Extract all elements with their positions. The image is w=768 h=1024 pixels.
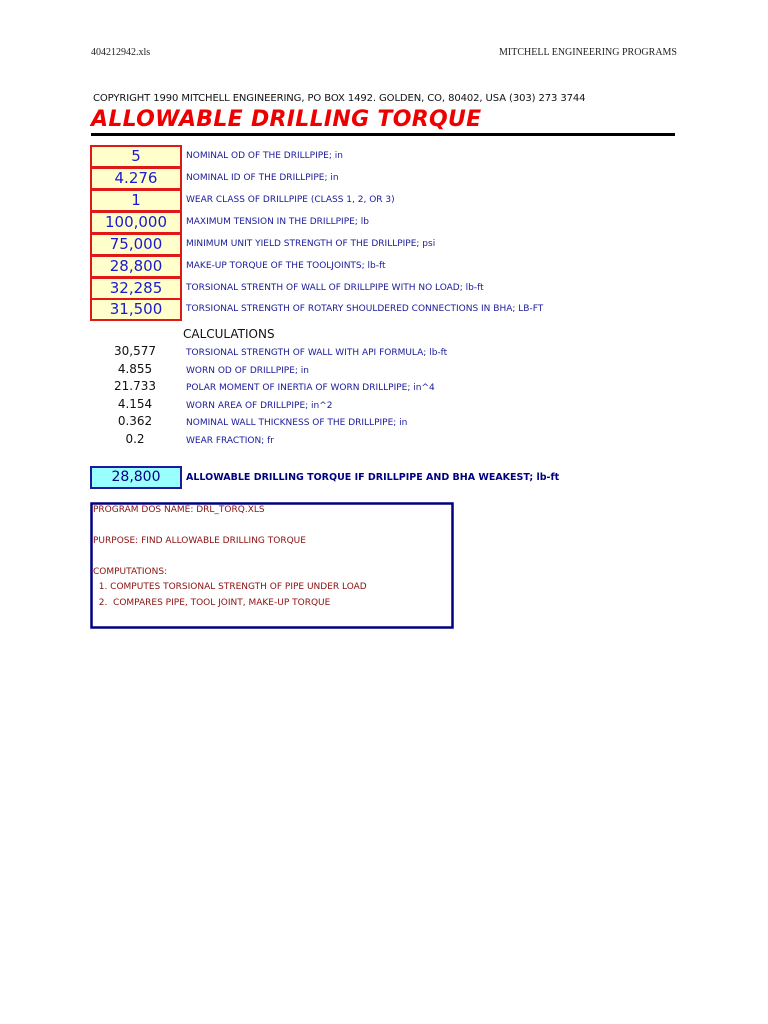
calc-row-polar-moment: [90, 379, 690, 397]
calculations-header: CALCULATIONS: [183, 327, 275, 341]
input-row-makeup-torque: [90, 255, 690, 277]
input-max-tension-cell[interactable]: 100,000: [90, 211, 182, 234]
input-row-max-tension: [90, 211, 690, 233]
input-row-id: [90, 167, 690, 189]
calc-row-worn-area: [90, 397, 690, 415]
input-id-label: NOMINAL ID OF THE DRILLPIPE; in: [186, 173, 339, 183]
calc-polar-moment-value: 21.733: [114, 379, 156, 393]
input-torsional-no-load-label: TORSIONAL STRENTH OF WALL OF DRILLPIPE WITH NO LOAD; lb-ft: [186, 283, 484, 293]
file-name: 404212942.xls: [91, 47, 151, 58]
input-yield-strength-cell[interactable]: 75,000: [90, 233, 182, 256]
input-bha-connection-cell[interactable]: 31,500: [90, 298, 182, 321]
input-id-cell[interactable]: 4.276: [90, 167, 182, 190]
input-wear-class-label: WEAR CLASS OF DRILLPIPE (CLASS 1, 2, OR 3): [186, 195, 395, 205]
input-row-torsional-no-load: [90, 277, 690, 299]
input-od-label: NOMINAL OD OF THE DRILLPIPE; in: [186, 151, 343, 161]
publisher-header: MITCHELL ENGINEERING PROGRAMS: [499, 47, 677, 58]
calc-api-torsional-label: TORSIONAL STRENGTH OF WALL WITH API FORMULA; lb-ft: [186, 348, 448, 358]
input-bha-connection-label: TORSIONAL STRENGTH OF ROTARY SHOULDERED CONNECTIONS IN BHA; LB-FT: [186, 304, 544, 314]
input-row-od: [90, 145, 690, 167]
calc-wall-thickness-value: 0.362: [117, 414, 153, 428]
calc-row-api-torsional: [90, 344, 690, 362]
calc-worn-od-label: WORN OD OF DRILLPIPE; in: [186, 366, 309, 376]
calc-api-torsional-value: 30,577: [114, 344, 156, 358]
note-computation-item-2: 2. COMPARES PIPE, TOOL JOINT, MAKE-UP TORQUE: [93, 598, 331, 608]
notes-box: [90, 502, 454, 629]
note-computation-item-1: 1. COMPUTES TORSIONAL STRENGTH OF PIPE UNDER LOAD: [93, 582, 367, 592]
input-od-cell[interactable]: 5: [90, 145, 182, 168]
calc-row-wear-fraction: [90, 432, 690, 450]
page-title: ALLOWABLE DRILLING TORQUE: [91, 107, 482, 132]
input-yield-strength-label: MINIMUM UNIT YIELD STRENGTH OF THE DRILLPIPE; psi: [186, 239, 436, 249]
input-row-bha-connection: [90, 298, 690, 320]
calc-wear-fraction-value: 0.2: [125, 432, 145, 446]
calc-polar-moment-label: POLAR MOMENT OF INERTIA OF WORN DRILLPIPE; in^4: [186, 383, 435, 393]
calc-wear-fraction-label: WEAR FRACTION; fr: [186, 436, 274, 446]
calc-row-worn-od: [90, 362, 690, 380]
input-max-tension-label: MAXIMUM TENSION IN THE DRILLPIPE; lb: [186, 217, 369, 227]
calc-worn-area-value: 4.154: [117, 397, 153, 411]
input-row-yield-strength: [90, 233, 690, 255]
title-underline: [91, 133, 675, 137]
input-makeup-torque-cell[interactable]: 28,800: [90, 255, 182, 278]
input-wear-class-cell[interactable]: 1: [90, 189, 182, 212]
note-purpose: PURPOSE: FIND ALLOWABLE DRILLING TORQUE: [93, 536, 306, 546]
result-value-cell[interactable]: 28,800: [90, 466, 182, 489]
note-dos-name: PROGRAM DOS NAME: DRL_TORQ.XLS: [93, 505, 265, 515]
calc-worn-area-label: WORN AREA OF DRILLPIPE; in^2: [186, 401, 333, 411]
copyright-line: COPYRIGHT 1990 MITCHELL ENGINEERING, PO BOX 1492. GOLDEN, CO, 80402, USA (303) 273 3744: [93, 93, 586, 104]
calc-wall-thickness-label: NOMINAL WALL THICKNESS OF THE DRILLPIPE; in: [186, 418, 408, 428]
result-label: ALLOWABLE DRILLING TORQUE IF DRILLPIPE AND BHA WEAKEST; lb-ft: [186, 472, 560, 483]
note-computations-label: COMPUTATIONS:: [93, 567, 168, 577]
calc-worn-od-value: 4.855: [117, 362, 153, 376]
input-torsional-no-load-cell[interactable]: 32,285: [90, 277, 182, 300]
calc-row-wall-thickness: [90, 414, 690, 432]
input-row-wear-class: [90, 189, 690, 211]
input-makeup-torque-label: MAKE-UP TORQUE OF THE TOOLJOINTS; lb-ft: [186, 261, 386, 271]
